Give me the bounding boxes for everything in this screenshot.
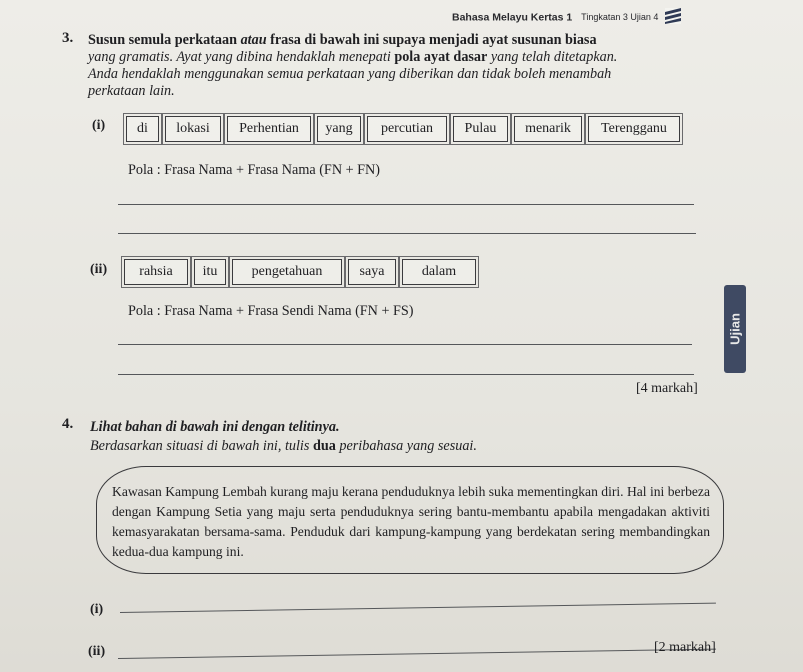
- q3-line2-b: pola ayat dasar: [394, 49, 488, 65]
- answer-line[interactable]: [118, 233, 696, 234]
- part-i-pola: Pola : Frasa Nama + Frasa Nama (FN + FN): [128, 162, 381, 178]
- q4-answer-i-label: (i): [90, 602, 104, 617]
- q3-line1-b: atau: [240, 32, 267, 48]
- word-box: percutian: [367, 116, 447, 142]
- q4-answer-ii-label: (ii): [88, 644, 106, 659]
- q4-marks: [2 markah]: [654, 640, 716, 655]
- q4-line2-a: Berdasarkan situasi di bawah ini, tulis: [90, 438, 313, 454]
- answer-line[interactable]: [118, 204, 694, 205]
- q3-line2-c: yang telah ditetapkan.: [487, 49, 618, 65]
- side-tab-label: Ujian: [727, 313, 743, 345]
- part-i-word-boxes: [126, 116, 686, 142]
- word-box: Terengganu: [588, 116, 680, 142]
- header-title: Bahasa Melayu Kertas 1: [452, 11, 573, 24]
- header-subtitle: Tingkatan 3 Ujian 4: [581, 12, 659, 23]
- word-box: dalam: [402, 259, 476, 285]
- q4-line2-b: dua: [312, 438, 336, 454]
- q3-marks: [4 markah]: [636, 381, 698, 396]
- q4-line2-c: peribahasa yang sesuai.: [335, 438, 477, 454]
- question-4-number: 4.: [62, 416, 74, 432]
- word-box: di: [126, 116, 159, 142]
- word-box: rahsia: [124, 259, 188, 285]
- word-box: lokasi: [165, 116, 221, 142]
- question-3-number: 3.: [62, 30, 74, 46]
- word-box: Perhentian: [227, 116, 311, 142]
- stripes-logo-icon: [665, 8, 681, 27]
- q3-instruction-line2: [88, 49, 617, 66]
- word-box: itu: [194, 259, 226, 285]
- word-box: menarik: [514, 116, 582, 142]
- q4-instruction-line1: Lihat bahan di bawah ini dengan telitinya.: [90, 419, 340, 435]
- situation-text: Kawasan Kampung Lembah kurang maju kerana penduduknya lebih suka mementingkan diri. Hal ini berbeza dengan Kampung Setia yang maju serta penduduknya sering bantu-membantu apabila mengadakan aktiviti kemasyarakatan bersama-sama. Penduduk dari kampung-kampung yang berdekatan sering membandingkan kedua-dua kampung ini.: [112, 484, 710, 559]
- answer-line[interactable]: [118, 344, 692, 345]
- q4-instruction-line2: [90, 438, 477, 455]
- part-i-label: (i): [92, 118, 106, 133]
- part-ii-pola: Pola : Frasa Nama + Frasa Sendi Nama (FN + FS): [128, 303, 414, 319]
- part-ii-word-boxes: [124, 259, 482, 285]
- q3-instruction-line1: [88, 32, 597, 49]
- q3-line2-a: yang gramatis. Ayat yang dibina hendaklah menepati: [88, 49, 395, 65]
- q3-instruction-line3: Anda hendaklah menggunakan semua perkataan yang diberikan dan tidak boleh menambah: [88, 66, 612, 82]
- q3-line1-a: Susun semula perkataan: [88, 32, 241, 48]
- q3-line1-c: frasa di bawah ini supaya menjadi ayat susunan biasa: [266, 32, 597, 48]
- word-box: yang: [317, 116, 361, 142]
- word-box: saya: [348, 259, 396, 285]
- part-ii-label: (ii): [90, 262, 108, 277]
- answer-line[interactable]: [118, 374, 694, 375]
- q3-instruction-line4: perkataan lain.: [88, 83, 175, 99]
- word-box: pengetahuan: [232, 259, 342, 285]
- page-header: [452, 8, 681, 27]
- side-tab: [724, 285, 746, 373]
- word-box: Pulau: [453, 116, 508, 142]
